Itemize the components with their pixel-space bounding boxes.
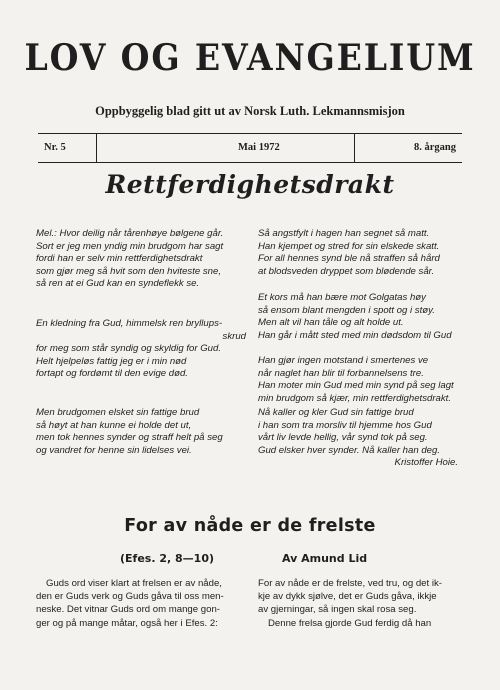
- poem-line: For all hennes synd ble nå straffen så hård: [258, 253, 440, 265]
- article-line: av gjerningar, så ingen skal rosa seg.: [258, 604, 417, 616]
- issue-date: Mai 1972: [238, 142, 280, 153]
- article-line: Denne frelsa gjorde Gud ferdig då han: [268, 617, 432, 629]
- poem-line: Et kors må han bære mot Golgatas høy: [258, 292, 426, 303]
- article-line: Guds ord viser klart at frelsen er av nåde,: [46, 578, 222, 589]
- poem-line: En kledning fra Gud, himmelsk ren bryllups-: [36, 318, 223, 329]
- article-column-left: [36, 577, 252, 630]
- poem-signature: Kristoffer Hoie.: [394, 457, 458, 469]
- poem-line: vårt liv levde hellig, vår synd tok på seg.: [258, 432, 428, 444]
- article-line: kje av dykk sjølve, det er Guds gåva, ikkje: [258, 591, 437, 603]
- article-line: den er Guds verk og Guds gåva til oss men-: [36, 591, 224, 603]
- poem-line: Så angstfylt i hagen han segnet så matt.: [258, 228, 430, 239]
- poem-line: skrud: [222, 330, 246, 342]
- article-line: For av nåde er de frelste, ved tru, og det ik-: [258, 578, 442, 589]
- poem-stanza: [36, 228, 223, 291]
- poem-line: men tok hennes synder og straff helt på seg: [36, 432, 223, 444]
- article-column-right: [258, 577, 468, 630]
- article-reference: (Efes. 2, 8—10): [120, 552, 214, 565]
- article-title: For av nåde er de frelste: [124, 516, 376, 536]
- issue-volume: 8. årgang: [414, 142, 456, 153]
- poem-line: Gud elsker hver synder. Nå kaller han deg.: [258, 444, 441, 456]
- poem-line: så ensom blant mengden i spott og i støy.: [258, 304, 435, 316]
- poem-line: så høyt at han kunne ei holde det ut,: [36, 419, 192, 431]
- masthead: LOV OG EVANGELIUM: [24, 37, 476, 79]
- divider: [354, 134, 355, 162]
- poem-line: og vandret for henne sin lidelses vei.: [36, 444, 192, 456]
- poem-line: Men alt vil han tåle og alt holde ut.: [258, 317, 404, 329]
- poem-line: Helt hjelpeløs fattig jeg er i min nød: [36, 355, 187, 367]
- poem-line: Han moter min Gud med min synd på seg lagt: [258, 380, 454, 392]
- poem-line: at blodsveden dryppet som blødende sår.: [258, 265, 435, 277]
- poem-line: Nå kaller og kler Gud sin fattige brud: [258, 407, 414, 418]
- article-author: Av Amund Lid: [282, 552, 368, 565]
- poem-stanza: [258, 407, 466, 470]
- issue-info-bar: [38, 133, 462, 163]
- masthead-subtitle: Oppbyggelig blad gitt ut av Norsk Luth. Lekmannsmisjon: [95, 104, 405, 118]
- article-line: ger og på mange måtar, også her i Efes. 2:: [36, 617, 218, 629]
- poem-line: fortapt og fordømt til den evige død.: [36, 368, 188, 380]
- poem-line: Han kjempet og stred for sin elskede skatt.: [258, 240, 440, 252]
- poem-stanza: [36, 407, 223, 457]
- poem-title: Rettferdighetsdrakt: [105, 170, 395, 199]
- poem-line: Han gjør ingen motstand i smertenes ve: [258, 355, 429, 366]
- poem-line: Han går i mått sted med min dødsdom til Gud: [258, 329, 452, 341]
- poem-stanza: [258, 355, 466, 405]
- poem-stanza: [258, 228, 466, 278]
- poem-line: når naglet han blir til forbannelsens tre.: [258, 367, 424, 379]
- poem-line: for meg som står syndig og skyldig for Gud.: [36, 343, 222, 355]
- poem-stanza: [36, 318, 246, 381]
- poem-line: Men brudgomen elsket sin fattige brud: [36, 407, 200, 418]
- poem-line: som gjør meg så hvit som den hviteste sne,: [36, 265, 222, 277]
- issue-number: Nr. 5: [44, 142, 66, 153]
- poem-line: i han som tra morsliv til hjemme hos Gud: [258, 419, 432, 431]
- poem-line: fordi han er selv min rettferdighetsdrakt: [36, 253, 203, 265]
- poem-line: Sort er jeg men yndig min brudgom har sagt: [36, 240, 224, 252]
- poem-stanza: [258, 292, 466, 342]
- poem-line: Mel.: Hvor deilig når tårenhøye bølgene går.: [36, 228, 224, 239]
- poem-line: min brudgom så kjær, min rettferdighetsdrakt.: [258, 392, 452, 404]
- article-line: neske. Det vitnar Guds ord om mange gon-: [36, 604, 220, 616]
- poem-line: så ren at ei Gud kan en syndeflekk se.: [36, 278, 200, 290]
- divider: [96, 134, 97, 162]
